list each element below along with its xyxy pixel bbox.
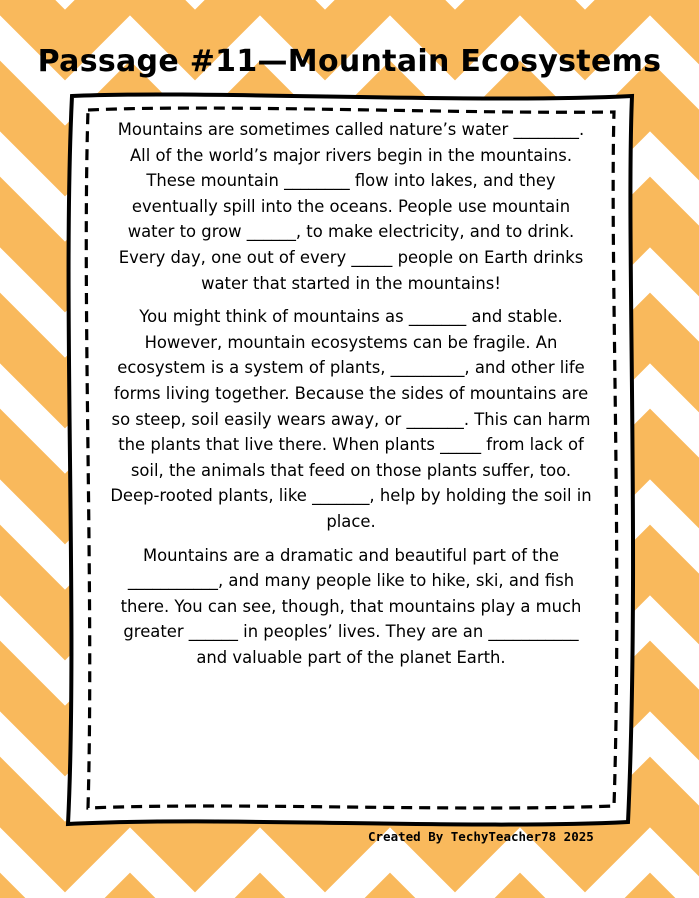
paragraph-2: You might think of mountains as _______ and stable. However, mountain ecosystems can be fragile. An ecosystem is a system of plants, _________, and other life forms living together. Because the sides of mountains are so steep, soil easily wears away, or _______. This can harm the plants that live there. When plants _____ from lack of soil, the animals that feed on those plants suffer, too. Deep-rooted plants, like _______, help by holding the soil in place. (110, 307, 592, 531)
credit-line: Created By TechyTeacher78 2025 (368, 829, 594, 844)
page-title: Passage #11—Mountain Ecosystems (37, 44, 662, 79)
paragraph-1: Mountains are sometimes called nature’s water ________. All of the world’s major rivers begin in the mountains. These mountain ________ flow into lakes, and they eventually spill into the oceans. People use mountain water to grow ______, to make electricity, and to drink. Every day, one out of every _____ people on Earth drinks water that started in the mountains! (117, 120, 585, 293)
paragraph-3: Mountains are a dramatic and beautiful part of the ___________, and many people like to hike, ski, and fish there. You can see, though, that mountains play a much greater ______ in peoples’ lives. They are an ___________ and valuable part of the planet Earth. (120, 545, 582, 667)
passage-text (108, 117, 594, 678)
